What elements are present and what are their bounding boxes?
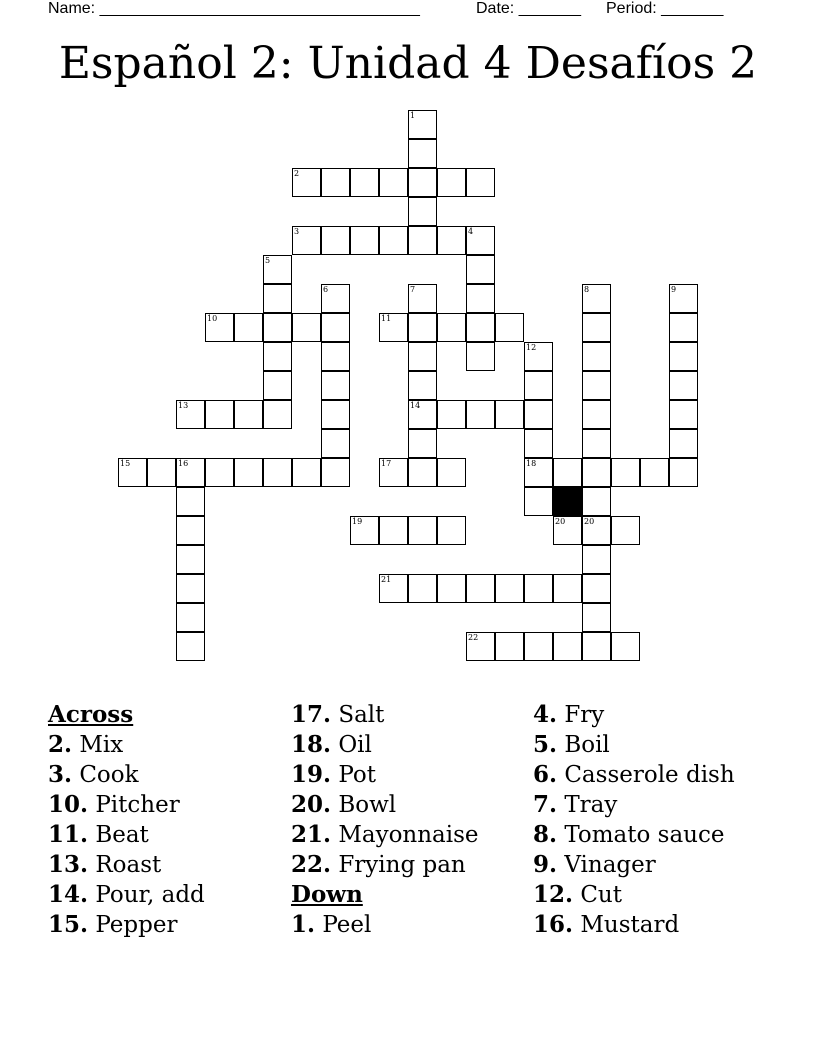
crossword-cell[interactable]	[669, 313, 698, 342]
crossword-cell[interactable]	[582, 545, 611, 574]
clue-number: 6.	[533, 761, 558, 788]
clue-number-17: 17	[381, 459, 392, 468]
clue-number: 10.	[48, 791, 89, 818]
crossword-cell[interactable]	[292, 458, 321, 487]
crossword-cell[interactable]	[408, 226, 437, 255]
clue-column-1	[48, 700, 205, 940]
crossword-cell[interactable]	[582, 632, 611, 661]
crossword-cell[interactable]	[611, 516, 640, 545]
crossword-cell[interactable]	[495, 632, 524, 661]
clue-across-18	[291, 730, 479, 760]
clue-number: 4.	[533, 701, 558, 728]
clue-number-5: 5	[265, 256, 271, 265]
clue-number: 18.	[291, 731, 332, 758]
crossword-cell[interactable]	[669, 284, 698, 313]
clue-number: 13.	[48, 851, 89, 878]
crossword-cell[interactable]	[118, 458, 147, 487]
clue-number-18: 18	[526, 459, 537, 468]
crossword-cell[interactable]	[466, 400, 495, 429]
clue-text: Cut	[573, 882, 622, 908]
down-heading: Down	[291, 881, 363, 908]
clue-text: Mustard	[573, 912, 680, 938]
crossword-cell[interactable]	[582, 487, 611, 516]
clue-number: 14.	[48, 881, 89, 908]
crossword-cell[interactable]	[524, 400, 553, 429]
clue-number-21: 21	[381, 575, 392, 584]
crossword-cell[interactable]	[466, 632, 495, 661]
crossword-cell[interactable]	[669, 429, 698, 458]
crossword-cell[interactable]	[176, 400, 205, 429]
crossword-cell[interactable]	[582, 342, 611, 371]
crossword-cell[interactable]	[553, 574, 582, 603]
crossword-cell[interactable]	[147, 458, 176, 487]
clue-across-11	[48, 820, 205, 850]
clue-number: 17.	[291, 701, 332, 728]
crossword-cell[interactable]	[553, 516, 582, 545]
crossword-cell[interactable]	[350, 168, 379, 197]
crossword-cell[interactable]	[379, 313, 408, 342]
crossword-cell[interactable]	[582, 371, 611, 400]
crossword-cell[interactable]	[408, 429, 437, 458]
clue-across-13	[48, 850, 205, 880]
crossword-cell[interactable]	[495, 574, 524, 603]
crossword-cell[interactable]	[321, 226, 350, 255]
crossword-cell[interactable]	[176, 603, 205, 632]
clue-across-21	[291, 820, 479, 850]
crossword-cell[interactable]	[408, 574, 437, 603]
crossword-cell[interactable]	[408, 342, 437, 371]
clue-text: Roast	[88, 852, 162, 878]
clue-number-20: 20	[584, 517, 595, 526]
crossword-cell[interactable]	[437, 574, 466, 603]
clue-number: 9.	[533, 851, 558, 878]
clue-number-13: 13	[178, 401, 189, 410]
crossword-cell[interactable]	[524, 458, 553, 487]
clue-number: 12.	[533, 881, 574, 908]
clue-number: 1.	[291, 911, 316, 938]
crossword-cell[interactable]	[437, 313, 466, 342]
clue-text: Frying pan	[331, 852, 466, 878]
crossword-cell[interactable]	[176, 487, 205, 516]
clue-across-15	[48, 910, 205, 940]
clue-down-9	[533, 850, 735, 880]
crossword-cell[interactable]	[524, 487, 553, 516]
crossword-cell[interactable]	[408, 110, 437, 139]
crossword-cell[interactable]	[524, 429, 553, 458]
clue-down-8	[533, 820, 735, 850]
crossword-cell[interactable]	[611, 458, 640, 487]
clue-number-9: 9	[671, 285, 677, 294]
clue-number-2: 2	[294, 169, 300, 178]
clue-text: Oil	[331, 732, 372, 758]
crossword-cell[interactable]	[524, 574, 553, 603]
black-cell	[553, 487, 582, 516]
crossword-cell[interactable]	[350, 516, 379, 545]
crossword-cell[interactable]	[408, 284, 437, 313]
crossword-cell[interactable]	[408, 458, 437, 487]
clue-number: 21.	[291, 821, 332, 848]
crossword-cell[interactable]	[321, 400, 350, 429]
crossword-cell[interactable]	[524, 632, 553, 661]
clue-number-12: 12	[526, 343, 537, 352]
crossword-cell[interactable]	[321, 313, 350, 342]
crossword-cell[interactable]	[205, 400, 234, 429]
clue-number-11: 11	[381, 314, 392, 323]
name-field[interactable]: Name: ____________________________________	[48, 0, 420, 17]
crossword-cell[interactable]	[292, 168, 321, 197]
clue-text: Peel	[315, 912, 372, 938]
clue-text: Vinager	[557, 852, 656, 878]
clue-number-7: 7	[410, 285, 416, 294]
clue-down-12	[533, 880, 735, 910]
date-field[interactable]: Date: _______	[476, 0, 581, 17]
clue-number: 19.	[291, 761, 332, 788]
crossword-cell[interactable]	[408, 516, 437, 545]
crossword-cell[interactable]	[234, 400, 263, 429]
clue-down-16	[533, 910, 735, 940]
crossword-cell[interactable]	[379, 516, 408, 545]
crossword-cell[interactable]	[466, 168, 495, 197]
crossword-cell[interactable]	[234, 313, 263, 342]
clue-number-8: 8	[584, 285, 590, 294]
clue-across-19	[291, 760, 479, 790]
crossword-cell[interactable]	[263, 255, 292, 284]
clue-number: 11.	[48, 821, 89, 848]
crossword-cell[interactable]	[495, 400, 524, 429]
clue-number-20: 20	[555, 517, 566, 526]
clue-text: Beat	[88, 822, 149, 848]
crossword-cell[interactable]	[553, 458, 582, 487]
crossword-cell[interactable]	[582, 458, 611, 487]
crossword-cell[interactable]	[611, 632, 640, 661]
clue-number: 7.	[533, 791, 558, 818]
clue-across-2	[48, 730, 205, 760]
crossword-cell[interactable]	[379, 574, 408, 603]
crossword-cell[interactable]	[176, 545, 205, 574]
crossword-cell[interactable]	[292, 226, 321, 255]
across-heading: Across	[48, 701, 134, 728]
crossword-cell[interactable]	[350, 226, 379, 255]
clue-text: Pitcher	[88, 792, 180, 818]
crossword-cell[interactable]	[437, 400, 466, 429]
crossword-cell[interactable]	[466, 255, 495, 284]
crossword-cell[interactable]	[408, 371, 437, 400]
crossword-cell[interactable]	[408, 197, 437, 226]
clue-number-16: 16	[178, 459, 189, 468]
crossword-cell[interactable]	[524, 371, 553, 400]
clue-text: Pour, add	[88, 882, 205, 908]
clue-number-14: 14	[410, 401, 421, 410]
clue-text: Casserole dish	[557, 762, 735, 788]
worksheet-title: Español 2: Unidad 4 Desafíos 2	[58, 38, 758, 89]
clue-text: Salt	[331, 702, 385, 728]
clue-text: Boil	[557, 732, 610, 758]
clue-across-17	[291, 700, 479, 730]
clue-text: Tray	[557, 792, 618, 818]
crossword-cell[interactable]	[176, 516, 205, 545]
crossword-cell[interactable]	[321, 429, 350, 458]
clue-number: 3.	[48, 761, 73, 788]
clue-number: 22.	[291, 851, 332, 878]
crossword-cell[interactable]	[437, 168, 466, 197]
crossword-cell[interactable]	[582, 429, 611, 458]
clue-number-4: 4	[468, 227, 474, 236]
crossword-cell[interactable]	[669, 458, 698, 487]
crossword-cell[interactable]	[263, 458, 292, 487]
clue-column-3	[533, 700, 735, 940]
clue-column-2	[291, 700, 479, 940]
crossword-cell[interactable]	[263, 313, 292, 342]
clue-number-1: 1	[410, 111, 416, 120]
crossword-cell[interactable]	[263, 342, 292, 371]
crossword-cell[interactable]	[321, 342, 350, 371]
crossword-cell[interactable]	[437, 226, 466, 255]
clue-number: 20.	[291, 791, 332, 818]
clue-down-5	[533, 730, 735, 760]
clue-text: Pot	[331, 762, 376, 788]
crossword-cell[interactable]	[379, 168, 408, 197]
crossword-cell[interactable]	[408, 168, 437, 197]
clue-across-14	[48, 880, 205, 910]
clue-across-20	[291, 790, 479, 820]
clue-number: 8.	[533, 821, 558, 848]
crossword-cell[interactable]	[176, 632, 205, 661]
crossword-cell[interactable]	[466, 342, 495, 371]
crossword-cell[interactable]	[205, 313, 234, 342]
crossword-cell[interactable]	[321, 371, 350, 400]
clue-number-6: 6	[323, 285, 329, 294]
crossword-cell[interactable]	[466, 226, 495, 255]
clue-across-10	[48, 790, 205, 820]
clue-text: Tomato sauce	[557, 822, 725, 848]
clue-number-3: 3	[294, 227, 300, 236]
crossword-cell[interactable]	[437, 516, 466, 545]
crossword-cell[interactable]	[582, 603, 611, 632]
clue-text: Bowl	[331, 792, 397, 818]
clue-text: Mayonnaise	[331, 822, 479, 848]
crossword-cell[interactable]	[669, 371, 698, 400]
crossword-cell[interactable]	[321, 284, 350, 313]
clue-down-6	[533, 760, 735, 790]
crossword-cell[interactable]	[466, 313, 495, 342]
crossword-cell[interactable]	[669, 342, 698, 371]
clue-number: 15.	[48, 911, 89, 938]
crossword-cell[interactable]	[495, 313, 524, 342]
crossword-cell[interactable]	[292, 313, 321, 342]
crossword-cell[interactable]	[582, 516, 611, 545]
clue-text: Mix	[72, 732, 124, 758]
crossword-cell[interactable]	[582, 313, 611, 342]
clue-number-15: 15	[120, 459, 131, 468]
crossword-cell[interactable]	[466, 574, 495, 603]
clue-text: Pepper	[88, 912, 178, 938]
crossword-cell[interactable]	[669, 400, 698, 429]
clue-across-22	[291, 850, 479, 880]
crossword-cell[interactable]	[408, 139, 437, 168]
crossword-cell[interactable]	[263, 284, 292, 313]
crossword-cell[interactable]	[263, 400, 292, 429]
crossword-cell[interactable]	[553, 632, 582, 661]
crossword-cell[interactable]	[176, 458, 205, 487]
clue-number: 5.	[533, 731, 558, 758]
crossword-cell[interactable]	[524, 342, 553, 371]
clue-number: 16.	[533, 911, 574, 938]
crossword-cell[interactable]	[408, 400, 437, 429]
clue-down-4	[533, 700, 735, 730]
crossword-cell[interactable]	[582, 284, 611, 313]
crossword-cell[interactable]	[234, 458, 263, 487]
clue-number-10: 10	[207, 314, 218, 323]
crossword-cell[interactable]	[379, 458, 408, 487]
clue-number-19: 19	[352, 517, 363, 526]
clue-text: Fry	[557, 702, 605, 728]
crossword-cell[interactable]	[321, 458, 350, 487]
crossword-cell[interactable]	[321, 168, 350, 197]
crossword-cell[interactable]	[263, 371, 292, 400]
crossword-cell[interactable]	[379, 226, 408, 255]
crossword-cell[interactable]	[408, 313, 437, 342]
period-field[interactable]: Period: _______	[606, 0, 724, 17]
crossword-cell[interactable]	[582, 400, 611, 429]
crossword-cell[interactable]	[176, 574, 205, 603]
clue-across-3	[48, 760, 205, 790]
crossword-cell[interactable]	[582, 574, 611, 603]
clue-down-7	[533, 790, 735, 820]
crossword-cell[interactable]	[640, 458, 669, 487]
crossword-cell[interactable]	[437, 458, 466, 487]
clue-number-22: 22	[468, 633, 479, 642]
clue-number: 2.	[48, 731, 73, 758]
crossword-cell[interactable]	[466, 284, 495, 313]
crossword-cell[interactable]	[205, 458, 234, 487]
clue-down-1	[291, 910, 479, 940]
clue-text: Cook	[72, 762, 139, 788]
